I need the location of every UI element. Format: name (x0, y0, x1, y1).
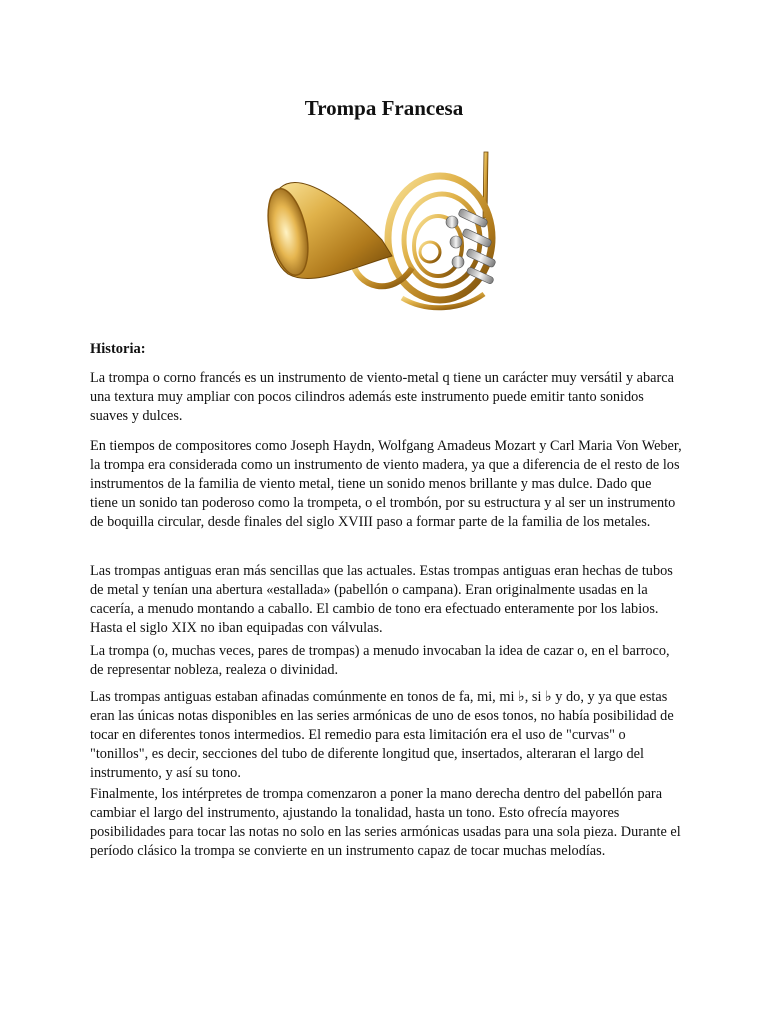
paragraph: En tiempos de compositores como Joseph Haydn, Wolfgang Amadeus Mozart y Carl Maria Von Weber, la trompa era considerada como un instrumento de viento madera, ya que a diferencia de el resto de los instrumentos de la familia de viento metal, tiene un sonido menos brillante y mas dulce. Dado que tiene un sonido tan poderoso como la trompeta, o el trombón, por su estructura y al ser un instrumento de boquilla circular, desde finales del siglo XVIII paso a formar parte de la familia de los metales. (90, 438, 682, 530)
page-title: Trompa Francesa (304, 96, 464, 120)
section-heading: Historia: (90, 341, 146, 357)
paragraph: La trompa (o, muchas veces, pares de trompas) a menudo invocaban la idea de cazar o, en el barroco, de representar nobleza, realeza o divinidad. (90, 643, 670, 678)
paragraph: La trompa o corno francés es un instrumento de viento-metal q tiene un carácter muy versátil y abarca una textura muy ampliar con pocos cilindros además este instrumento puede emitir tanto sonidos suaves y dulces. (90, 370, 674, 424)
paragraph: Las trompas antiguas estaban afinadas comúnmente en tonos de fa, mi, mi ♭, si ♭ y do, y ya que estas eran las únicas notas disponibles en las series armónicas de uno de esos tonos, no había posibilidad de tocar en diferentes tonos intermedios. El remedio para esta limitación era el uso de "curvas" o "tonillos", es decir, secciones del tubo de diferente longitud que, insertados, alteraran el largo del instrumento, y así su tono. (90, 689, 674, 781)
paragraph: Las trompas antiguas eran más sencillas que las actuales. Estas trompas antiguas eran hechas de tubos de metal y tenían una abertura «estallada» (pabellón o campana). Eran originalmente usadas en la cacería, a menudo montando a caballo. El cambio de tono era efectuado enteramente por los labios. Hasta el siglo XIX no iban equipadas con válvulas. (90, 563, 673, 636)
french-horn-image (262, 148, 508, 316)
paragraph: Finalmente, los intérpretes de trompa comenzaron a poner la mano derecha dentro del pabellón para cambiar el largo del instrumento, ajustando la tonalidad, hasta un tono. Esto ofrecía mayores posibilidades para tocar las notas no solo en las series armónicas usadas para una sola pieza. Durante el período clásico la trompa se convierte en un instrumento capaz de tocar muchas melodías. (90, 786, 681, 859)
